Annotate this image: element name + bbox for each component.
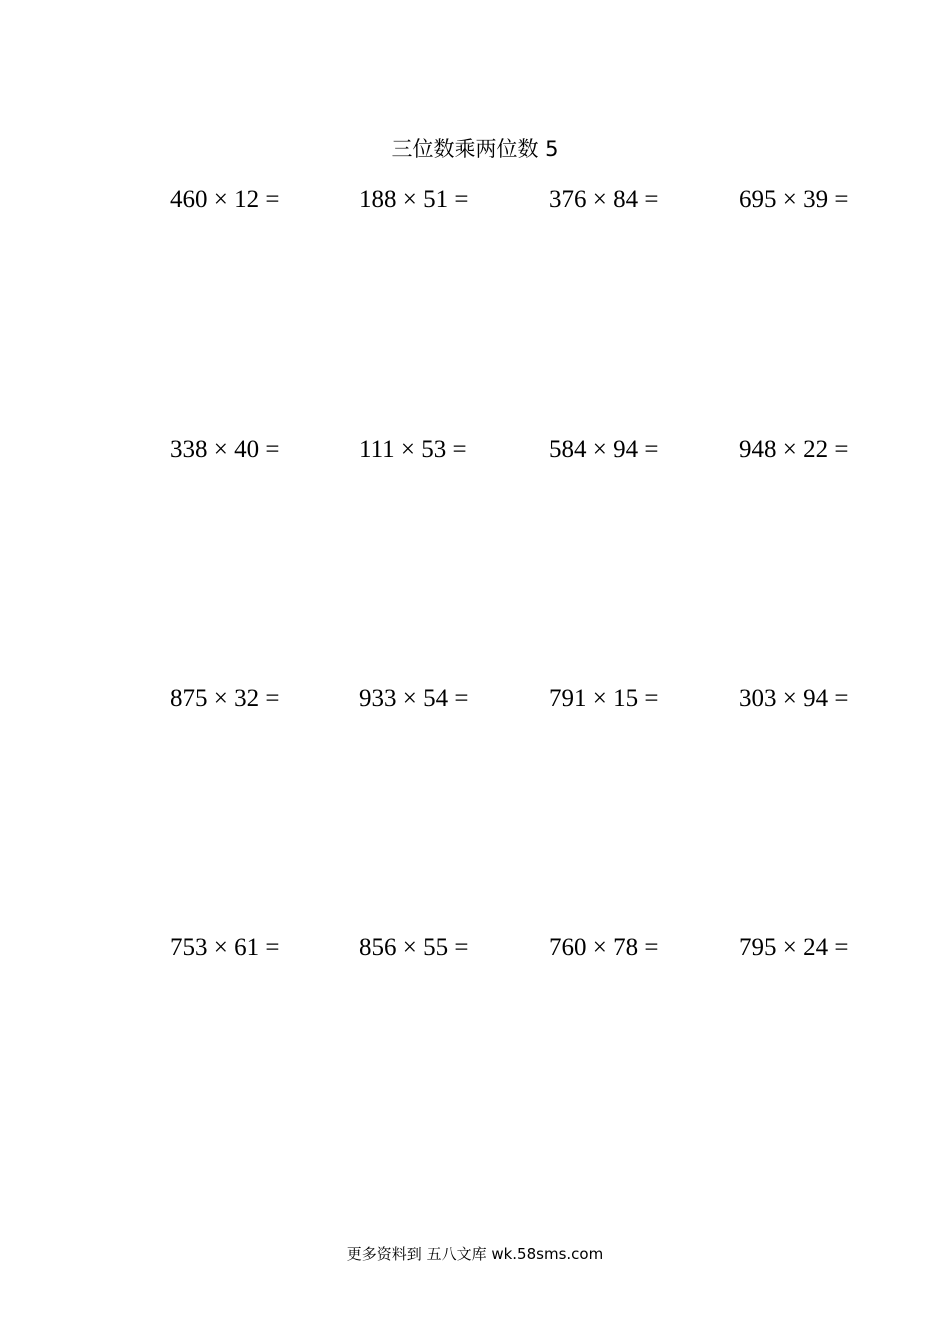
problem-2-3: 584 × 94 = bbox=[549, 436, 659, 463]
problem-row-2 bbox=[0, 433, 950, 467]
problem-4-4: 795 × 24 = bbox=[739, 934, 849, 961]
problem-3-3: 791 × 15 = bbox=[549, 685, 659, 712]
problem-4-1: 753 × 61 = bbox=[170, 934, 280, 961]
problem-row-1 bbox=[0, 183, 950, 217]
problem-4-2: 856 × 55 = bbox=[359, 934, 469, 961]
problem-3-4: 303 × 94 = bbox=[739, 685, 849, 712]
problem-1-1: 460 × 12 = bbox=[170, 186, 280, 213]
problem-2-4: 948 × 22 = bbox=[739, 436, 849, 463]
problem-4-3: 760 × 78 = bbox=[549, 934, 659, 961]
problem-1-2: 188 × 51 = bbox=[359, 186, 469, 213]
problem-row-3 bbox=[0, 682, 950, 716]
problem-3-1: 875 × 32 = bbox=[170, 685, 280, 712]
footer-source-note: 更多资料到 五八文库 wk.58sms.com bbox=[346, 1245, 604, 1263]
worksheet-title: 三位数乘两位数 5 bbox=[391, 137, 559, 161]
problem-row-4 bbox=[0, 931, 950, 965]
problem-1-4: 695 × 39 = bbox=[739, 186, 849, 213]
problem-2-1: 338 × 40 = bbox=[170, 436, 280, 463]
problem-1-3: 376 × 84 = bbox=[549, 186, 659, 213]
problem-2-2: 111 × 53 = bbox=[359, 436, 467, 463]
problem-3-2: 933 × 54 = bbox=[359, 685, 469, 712]
